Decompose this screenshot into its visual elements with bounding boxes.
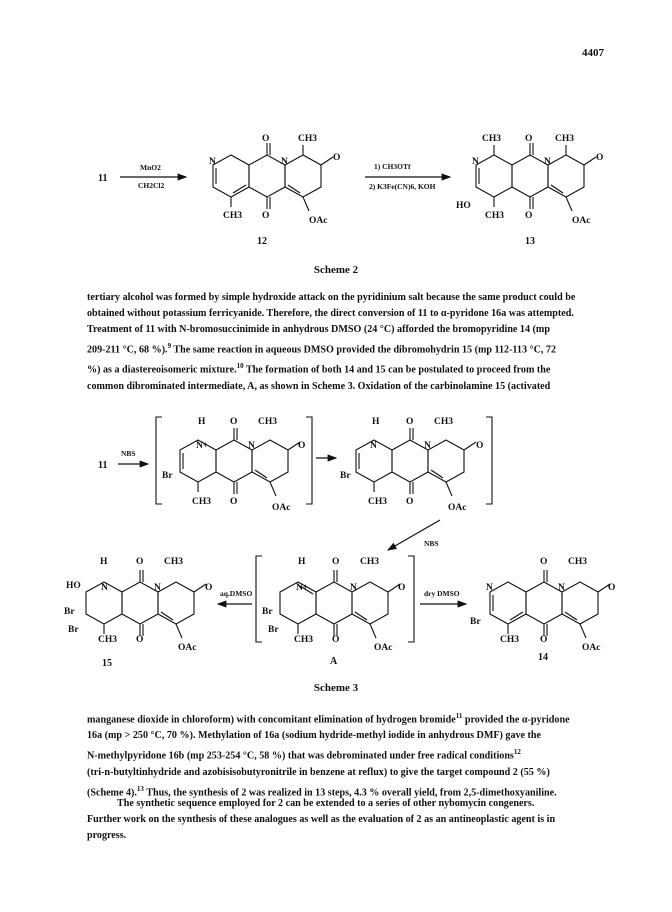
s2-13-oac: OAc: [572, 216, 591, 226]
s3-a-ch3: CH3: [360, 557, 379, 567]
s3-t2-h: H: [372, 417, 380, 427]
s3-bracket-1-left: [156, 417, 162, 504]
scheme-3-caption: Scheme 3: [313, 682, 359, 694]
compound-13: 13: [525, 236, 535, 247]
s3-a-h: H: [298, 557, 306, 567]
s3-structure-top-1: [180, 428, 300, 496]
p2-line-3: [87, 744, 597, 764]
s3-15-br2: Br: [68, 625, 79, 635]
ref-13: 13: [136, 784, 144, 793]
reagent-ch3otf: 1) CH3OTf: [374, 162, 411, 171]
s3-t1-oac: OAc: [272, 503, 291, 513]
page-number: 4407: [582, 47, 604, 59]
reactant-11: 11: [98, 173, 108, 184]
scheme-2-caption: Scheme 2: [313, 264, 359, 276]
p1-line-3: Treatment of 11 with N-bromosuccinimide in anhydrous DMSO (24 °C) afforded the bromopyridine 14 (mp: [87, 324, 550, 335]
p2-line-1: [87, 708, 597, 728]
p1-line-5a: %) as a diastereoisomeric mixture.: [87, 364, 237, 376]
s3-14-ch3-bottom: CH3: [500, 635, 519, 645]
s2-12-oac: OAc: [309, 216, 328, 226]
scheme-3-svg: [0, 392, 672, 682]
s3-a-o-right: O: [398, 583, 406, 593]
s3-a-br2: Br: [268, 625, 279, 635]
s3-a-n: N: [350, 583, 357, 593]
s3-structure-top-2: [356, 428, 476, 496]
s3-t1-o: O: [230, 417, 238, 427]
s3-15-oac: OAc: [178, 643, 197, 653]
s2-13-ch3-right: CH3: [555, 134, 574, 144]
s3-t1-o-right: O: [298, 441, 306, 451]
s3-15-n1: N: [101, 583, 108, 593]
p1-line-4a: 209-211 °C, 68 %).: [87, 344, 168, 356]
s3-15-h: H: [100, 557, 108, 567]
ref-11: 11: [455, 712, 463, 720]
s3-structure-15: [86, 570, 206, 638]
s3-nbs-2: NBS: [424, 539, 439, 548]
compound-15: 15: [102, 658, 112, 669]
s3-bracket-a-right: [408, 556, 414, 642]
p1-line-4: [87, 338, 597, 358]
s2-13-ho: HO: [456, 201, 471, 211]
compound-12: 12: [257, 236, 267, 247]
reagent-k3fecn6: 2) K3Fe(CN)6, KOH: [369, 182, 436, 191]
p1-line-5: [87, 358, 597, 378]
reagent-ch2cl2: CH2Cl2: [138, 181, 165, 190]
p2-line-2: 16a (mp > 250 °C, 70 %). Methylation of 16a (sodium hydride-methyl iodide in anhydrous DMF) gave the: [87, 730, 542, 742]
scheme-2: [0, 120, 672, 260]
ref-9: 9: [167, 342, 172, 350]
p3-line-1: The synthetic sequence employed for 2 can be extended to a series of other nybomycin congeners.: [117, 798, 535, 809]
s3-a-nplus: N+: [296, 583, 309, 593]
s3-nbs-1: NBS: [121, 449, 136, 458]
paragraph-1: [87, 290, 597, 395]
s2-13-n1: N: [472, 157, 479, 167]
s3-t2-ch3: CH3: [434, 417, 453, 427]
structure-12: [213, 143, 333, 211]
p3-line-3: progress.: [87, 830, 127, 841]
s3-t2-o-right: O: [476, 441, 484, 451]
s3-t1-br: Br: [162, 471, 173, 481]
paragraph-3: [87, 796, 597, 844]
s2-12-o-right: O: [333, 153, 341, 163]
s2-13-o-bottom: O: [525, 211, 533, 221]
s3-dry-dmso: dry DMSO: [424, 589, 460, 598]
s3-15-br1: Br: [64, 607, 75, 617]
s3-14-o-right: O: [608, 583, 616, 593]
p2-line-1b: provided the α-pyridone: [462, 714, 570, 726]
s3-a-o-bottom: O: [332, 635, 340, 645]
s2-13-o-top: O: [525, 134, 533, 144]
compound-a: A: [330, 656, 338, 667]
scheme-2-svg: [0, 120, 672, 260]
s3-reactant-11: 11: [98, 460, 108, 471]
p2-line-5b: Thus, the synthesis of 2 was realized in 13 steps, 4.3 % overall yield, from 2,5-dimethoxyaniline.: [143, 787, 557, 799]
s3-t2-ch3-bottom: CH3: [368, 497, 387, 507]
s3-structure-14: [490, 570, 610, 638]
s3-15-ch3: CH3: [164, 557, 183, 567]
s2-12-n2: N: [281, 157, 288, 167]
s3-t1-n: N: [248, 441, 255, 451]
reagent-mno2: MnO2: [140, 163, 161, 172]
p2-line-5a: (Scheme 4).: [87, 787, 137, 799]
s3-a-br1: Br: [262, 607, 273, 617]
s2-13-n2: N: [544, 157, 551, 167]
s3-14-o: O: [540, 557, 548, 567]
p1-line-2: obtained without potassium ferricyanide. Therefore, the direct conversion of 11 to α-pyridone 16a was attempted.: [87, 308, 574, 319]
p2-line-3a: N-methylpyridone 16b (mp 253-254 °C, 58 %) that was debrominated under free radical conditions: [87, 750, 514, 762]
s3-t2-n2: N: [424, 441, 431, 451]
p1-line-1: tertiary alcohol was formed by simple hydroxide attack on the pyridinium salt because the same product could be: [87, 292, 576, 303]
s3-15-o-bottom: O: [136, 635, 144, 645]
scheme-3: [0, 392, 672, 682]
p1-line-6: common dibrominated intermediate, A, as shown in Scheme 3. Oxidation of the carbinolamine 15 (activated: [87, 380, 551, 392]
s3-14-ch3: CH3: [568, 557, 587, 567]
ref-12: 12: [513, 748, 521, 757]
s3-bracket-a-left: [256, 556, 262, 642]
s3-14-n1: N: [486, 583, 493, 593]
s3-a-ch3-bottom: CH3: [294, 635, 313, 645]
p1-line-4b: The same reaction in aqueous DMSO provided the dibromohydrin 15 (mp 112-113 °C, 72: [171, 344, 557, 356]
s3-t2-br: Br: [340, 471, 351, 481]
s3-t1-ch3-bottom: CH3: [192, 497, 211, 507]
s3-a-o: O: [332, 557, 340, 567]
p2-line-1a: manganese dioxide in chloroform) with concomitant elimination of hydrogen bromide: [87, 714, 456, 726]
s3-t2-oac: OAc: [448, 503, 467, 513]
s2-12-n1: N: [209, 157, 216, 167]
s3-t1-nplus: N+: [196, 441, 209, 451]
s3-t2-n1: N: [370, 441, 377, 451]
s3-14-br: Br: [470, 617, 481, 627]
s3-15-n2: N: [154, 583, 161, 593]
s3-structure-a: [280, 570, 400, 638]
s3-14-o-bottom: O: [540, 635, 548, 645]
s3-aq-dmso: aq.DMSO: [220, 589, 253, 598]
s2-12-o-top: O: [262, 134, 270, 144]
s3-bracket-1-right: [306, 417, 312, 504]
s3-15-ch3-bottom: CH3: [98, 635, 117, 645]
s2-12-ch3-bottom: CH3: [223, 211, 242, 221]
s3-t1-o-bottom: O: [230, 497, 238, 507]
p3-line-2: Further work on the synthesis of these analogues as well as the evaluation of 2 as an antineoplastic agent is in: [87, 814, 556, 825]
s3-15-o: O: [136, 557, 144, 567]
p2-line-4: (tri-n-butyltinhydride and azobisisobutyronitrile in benzene at reflux) to give the target compound 2 (55 %): [87, 766, 550, 778]
compound-14: 14: [538, 652, 548, 663]
s2-13-ch3-bottom: CH3: [485, 211, 504, 221]
s3-t2-o-bottom: O: [406, 497, 414, 507]
s2-12-ch3-top: CH3: [298, 134, 317, 144]
s3-15-o-right: O: [205, 583, 213, 593]
s3-a-oac: OAc: [374, 643, 393, 653]
s2-13-o-right: O: [596, 153, 604, 163]
s3-15-ho: HO: [66, 581, 81, 591]
s3-t2-o: O: [406, 417, 414, 427]
s3-14-n2: N: [558, 583, 565, 593]
paragraph-2: [87, 708, 597, 801]
s2-13-ch3-left: CH3: [482, 134, 501, 144]
s3-t1-h: H: [198, 417, 206, 427]
p1-line-5b: The formation of both 14 and 15 can be postulated to proceed from the: [243, 364, 551, 376]
s3-bracket-2-right: [486, 417, 492, 504]
ref-10: 10: [236, 362, 244, 371]
s3-14-oac: OAc: [582, 643, 601, 653]
s2-12-o-bottom: O: [262, 211, 270, 221]
structure-13: [476, 143, 596, 211]
s3-t1-ch3: CH3: [258, 417, 277, 427]
